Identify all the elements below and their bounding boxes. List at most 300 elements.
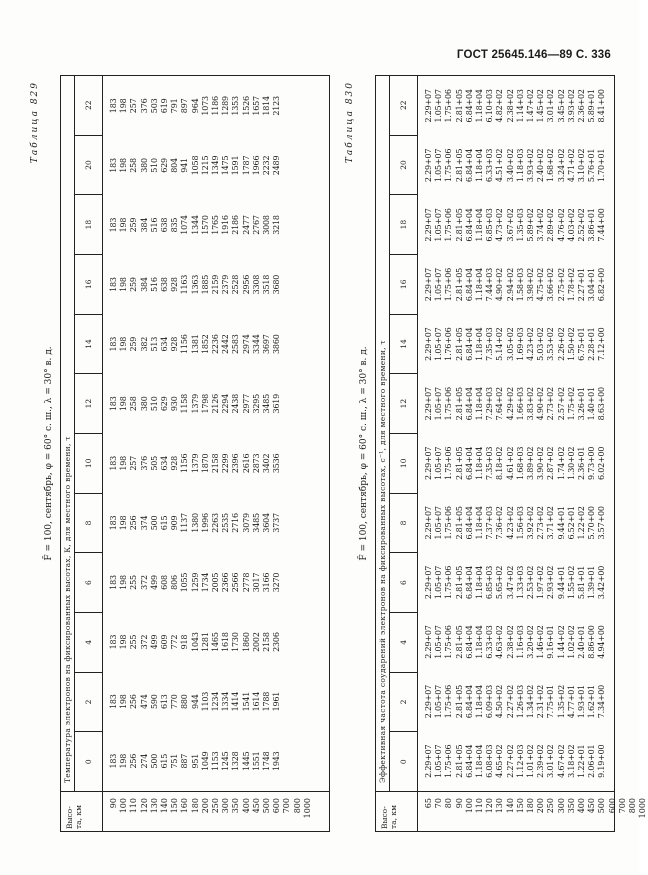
data-cell: 1.78+02 bbox=[566, 267, 576, 302]
data-cell: 944 bbox=[190, 694, 200, 709]
data-cell: 8.86+00 bbox=[587, 625, 597, 659]
data-cell: 3.74+02 bbox=[536, 208, 546, 242]
data-cell: 474 bbox=[139, 694, 149, 709]
data-cell: 3308 bbox=[251, 274, 261, 295]
data-cell: 3.90+02 bbox=[536, 446, 546, 480]
data-cell: 1885 bbox=[200, 274, 210, 295]
data-cell: 804 bbox=[170, 158, 180, 173]
data-cell: 4.63+02 bbox=[495, 625, 505, 659]
data-cell: 1943 bbox=[272, 751, 282, 771]
data-cell: 1.05+07 bbox=[434, 208, 444, 242]
data-cell: 7.34+00 bbox=[597, 684, 607, 719]
data-cell: 1.18+04 bbox=[475, 327, 485, 361]
table-829-data-column-10 bbox=[103, 434, 329, 494]
data-cell: 6.10+03 bbox=[485, 89, 495, 123]
table-829-time-col-16: 16 bbox=[75, 254, 102, 314]
data-cell: 3697 bbox=[262, 334, 272, 354]
table-830-data-column-4 bbox=[418, 612, 614, 672]
data-cell: 1966 bbox=[251, 155, 261, 176]
data-cell: 259 bbox=[129, 277, 139, 292]
data-cell: 3.93+02 bbox=[566, 89, 576, 123]
data-cell: 198 bbox=[119, 158, 129, 173]
data-cell: 183 bbox=[109, 336, 118, 352]
data-cell: 256 bbox=[129, 515, 139, 531]
data-cell: 1.05+07 bbox=[434, 89, 444, 123]
data-cell: 1.18+04 bbox=[475, 89, 485, 123]
data-cell: 183 bbox=[109, 694, 118, 709]
data-cell: 770 bbox=[170, 694, 180, 709]
data-cell: 1.45+02 bbox=[536, 89, 546, 123]
data-cell: 4.65+02 bbox=[495, 744, 505, 778]
data-cell: 8.41+00 bbox=[597, 89, 607, 123]
data-cell: 2.81+05 bbox=[454, 387, 464, 421]
data-cell: 1961 bbox=[272, 691, 282, 712]
data-cell: 619 bbox=[160, 98, 170, 114]
data-cell: 6.08+03 bbox=[485, 744, 495, 778]
data-cell: 1.30+02 bbox=[566, 446, 576, 480]
data-cell: 1.75+06 bbox=[444, 267, 454, 302]
data-cell: 806 bbox=[170, 575, 180, 590]
height-cell: 400 bbox=[577, 798, 587, 814]
height-cell: 250 bbox=[546, 798, 556, 814]
data-cell: 3.04+01 bbox=[587, 267, 597, 302]
data-cell: 2.29+07 bbox=[424, 327, 433, 361]
data-cell: 2.29+07 bbox=[424, 267, 433, 302]
data-cell: 3295 bbox=[251, 393, 261, 414]
data-cell: 1.40+01 bbox=[587, 387, 597, 421]
data-cell: 2.81+05 bbox=[454, 744, 464, 778]
table-829-grid bbox=[60, 75, 330, 832]
data-cell: 259 bbox=[129, 336, 139, 352]
data-cell: 198 bbox=[119, 217, 129, 233]
data-cell: 2.81+05 bbox=[454, 684, 464, 719]
data-cell: 255 bbox=[129, 634, 139, 650]
data-cell: 1.93+01 bbox=[577, 684, 587, 719]
data-cell: 4.23+02 bbox=[505, 506, 515, 540]
height-cell: 100 bbox=[119, 798, 129, 814]
data-cell: 2977 bbox=[241, 393, 251, 414]
data-cell: 1.26+03 bbox=[515, 684, 525, 719]
table-829-subheader: Температура электронов на фиксированных высотах, К, для местного времени, τ bbox=[61, 76, 75, 791]
data-cell: 5.70+00 bbox=[587, 506, 597, 540]
data-cell: 1.75+06 bbox=[444, 744, 454, 778]
data-cell: 1353 bbox=[231, 96, 241, 116]
data-cell: 5.03+02 bbox=[536, 327, 546, 361]
table-830-data-column-8 bbox=[418, 493, 614, 553]
page-header: ГОСТ 25645.146—89 С. 336 bbox=[456, 49, 611, 61]
data-cell: 7.37+03 bbox=[485, 506, 495, 540]
data-cell: 3737 bbox=[272, 513, 282, 533]
data-cell: 6.84+04 bbox=[464, 387, 474, 421]
data-cell: 1657 bbox=[251, 96, 261, 116]
data-cell: 1.01+02 bbox=[526, 744, 536, 778]
height-cell: 700 bbox=[282, 798, 292, 814]
data-cell: 2.40+02 bbox=[536, 148, 546, 183]
table-829-time-col-0: 0 bbox=[75, 731, 102, 791]
data-cell: 1787 bbox=[241, 155, 251, 176]
data-cell: 1186 bbox=[211, 96, 221, 116]
data-cell: 257 bbox=[129, 455, 139, 471]
data-cell: 638 bbox=[160, 217, 170, 233]
data-cell: 2299 bbox=[221, 453, 231, 474]
data-cell: 1379 bbox=[190, 393, 200, 414]
data-cell: 930 bbox=[170, 396, 180, 412]
table-830-data-column-20 bbox=[418, 136, 614, 196]
data-cell: 183 bbox=[109, 98, 118, 114]
table-830-time-col-16: 16 bbox=[390, 254, 417, 314]
data-cell: 2.27+01 bbox=[577, 267, 587, 302]
data-cell: 1.18+04 bbox=[475, 446, 485, 480]
data-cell: 2379 bbox=[221, 274, 231, 295]
data-cell: 1.18+04 bbox=[475, 684, 485, 719]
data-cell: 5.89+01 bbox=[587, 89, 597, 123]
table-830-data-column-18 bbox=[418, 195, 614, 255]
data-cell: 3344 bbox=[251, 334, 261, 354]
data-cell: 6.85+03 bbox=[485, 208, 495, 242]
data-cell: 613 bbox=[160, 694, 170, 709]
data-cell: 3518 bbox=[262, 274, 272, 295]
data-cell: 3218 bbox=[272, 215, 282, 235]
data-cell: 2.29+07 bbox=[424, 148, 433, 183]
height-cell: 120 bbox=[139, 798, 149, 814]
table-830-grid bbox=[375, 75, 648, 832]
data-cell: 4.23+02 bbox=[526, 327, 536, 361]
table-830-time-col-12: 12 bbox=[390, 373, 417, 433]
data-cell: 4.03+02 bbox=[566, 208, 576, 242]
data-cell: 3680 bbox=[272, 274, 282, 295]
data-cell: 1570 bbox=[200, 215, 210, 235]
data-cell: 198 bbox=[119, 396, 129, 412]
data-cell: 1380 bbox=[190, 513, 200, 533]
table-829-data-column-0 bbox=[103, 731, 329, 791]
data-cell: 3008 bbox=[262, 215, 272, 235]
height-cell: 90 bbox=[454, 798, 464, 809]
data-cell: 6.85+03 bbox=[485, 565, 495, 600]
data-cell: 1043 bbox=[190, 632, 200, 652]
data-cell: 1.75+06 bbox=[444, 506, 454, 540]
data-cell: 1.12+03 bbox=[515, 744, 525, 778]
data-cell: 1.74+02 bbox=[556, 446, 566, 480]
data-cell: 2.81+05 bbox=[454, 208, 464, 242]
data-cell: 6.84+04 bbox=[464, 208, 474, 242]
height-cell: 110 bbox=[129, 798, 139, 814]
data-cell: 1852 bbox=[200, 334, 210, 354]
data-cell: 3.40+02 bbox=[505, 148, 515, 183]
data-cell: 3017 bbox=[251, 572, 261, 593]
data-cell: 1765 bbox=[211, 215, 221, 235]
table-829-data-column-8 bbox=[103, 493, 329, 553]
data-cell: 3860 bbox=[272, 334, 282, 354]
data-cell: 1.56+03 bbox=[515, 506, 525, 540]
data-cell: 1.66+03 bbox=[515, 387, 525, 421]
table-830-data-column-0 bbox=[418, 731, 614, 791]
data-cell: 629 bbox=[160, 396, 170, 412]
data-cell: 6.84+04 bbox=[464, 327, 474, 361]
data-cell: 2.27+02 bbox=[505, 684, 515, 719]
table-830-time-header bbox=[390, 76, 418, 791]
data-cell: 1.16+03 bbox=[515, 625, 525, 659]
data-cell: 259 bbox=[129, 217, 139, 233]
table-830-data-column-2 bbox=[418, 672, 614, 732]
data-cell: 2.38+02 bbox=[505, 625, 515, 659]
data-cell: 516 bbox=[149, 277, 159, 292]
data-cell: 1.18+04 bbox=[475, 565, 485, 600]
data-cell: 2778 bbox=[241, 572, 251, 593]
data-cell: 1.75+02 bbox=[566, 387, 576, 421]
data-cell: 7.44+03 bbox=[485, 267, 495, 302]
data-cell: 1.46+02 bbox=[536, 625, 546, 659]
data-cell: 2.53+02 bbox=[526, 565, 536, 600]
data-cell: 590 bbox=[149, 694, 159, 709]
data-cell: 6.84+04 bbox=[464, 625, 474, 659]
data-cell: 1.02+02 bbox=[566, 625, 576, 659]
data-cell: 372 bbox=[139, 634, 149, 650]
data-cell: 255 bbox=[129, 575, 139, 590]
height-cell: 1000 bbox=[302, 798, 312, 819]
table-830-data-column-10 bbox=[418, 434, 614, 494]
data-cell: 2.81+05 bbox=[454, 446, 464, 480]
data-cell: 2123 bbox=[272, 96, 282, 116]
data-cell: 2396 bbox=[231, 453, 241, 474]
data-cell: 3.71+02 bbox=[546, 506, 556, 540]
data-cell: 1614 bbox=[251, 691, 261, 712]
data-cell: 964 bbox=[190, 98, 200, 114]
data-cell: 374 bbox=[139, 515, 149, 531]
data-cell: 2.75+02 bbox=[556, 267, 566, 302]
data-cell: 1.75+06 bbox=[444, 684, 454, 719]
table-829-data-column-16 bbox=[103, 255, 329, 315]
data-cell: 1916 bbox=[221, 215, 231, 235]
table-829-data-column-20 bbox=[103, 136, 329, 196]
data-cell: 1.75+06 bbox=[444, 208, 454, 242]
table-830-subheader: Эффективная частота соударений электронов на фиксированных высотах, с⁻¹, для местного времени, τ bbox=[376, 76, 390, 791]
data-cell: 1.18+04 bbox=[475, 744, 485, 778]
height-cell: 350 bbox=[231, 798, 241, 814]
data-cell: 198 bbox=[119, 455, 129, 471]
data-cell: 2158 bbox=[211, 453, 221, 474]
table-829-data-column-4 bbox=[103, 612, 329, 672]
data-cell: 1618 bbox=[221, 632, 231, 652]
data-cell: 7.44+00 bbox=[597, 208, 607, 242]
table-829-time-col-8: 8 bbox=[75, 493, 102, 553]
data-cell: 6.52+01 bbox=[566, 506, 576, 540]
height-cell: 300 bbox=[221, 798, 231, 814]
height-cell: 1000 bbox=[638, 798, 648, 819]
data-cell: 1.05+07 bbox=[434, 148, 444, 183]
data-cell: 2159 bbox=[211, 274, 221, 295]
data-cell: 634 bbox=[160, 455, 170, 471]
data-cell: 2186 bbox=[231, 215, 241, 235]
data-cell: 751 bbox=[170, 753, 180, 769]
data-cell: 1.58+03 bbox=[515, 267, 525, 302]
data-cell: 1.75+06 bbox=[444, 446, 454, 480]
data-cell: 3.98+02 bbox=[526, 267, 536, 302]
data-cell: 2.81+05 bbox=[454, 565, 464, 600]
data-cell: 7.29+03 bbox=[485, 387, 495, 421]
data-cell: 1870 bbox=[200, 453, 210, 474]
data-cell: 897 bbox=[180, 98, 190, 114]
data-cell: 6.33+03 bbox=[485, 625, 495, 659]
table-830-block bbox=[345, 75, 648, 832]
data-cell: 1.18+04 bbox=[475, 267, 485, 302]
data-cell: 2477 bbox=[241, 215, 251, 235]
data-cell: 1.18+04 bbox=[475, 625, 485, 659]
data-cell: 7.64+02 bbox=[495, 387, 505, 421]
data-cell: 2002 bbox=[251, 632, 261, 652]
data-cell: 2158 bbox=[262, 632, 272, 652]
data-cell: 7.35+03 bbox=[485, 446, 495, 480]
data-cell: 499 bbox=[149, 634, 159, 650]
table-830-time-col-2: 2 bbox=[390, 672, 417, 732]
data-cell: 1748 bbox=[262, 751, 272, 771]
data-cell: 380 bbox=[139, 158, 149, 173]
data-cell: 2.40+01 bbox=[577, 625, 587, 659]
data-cell: 4.76+02 bbox=[556, 208, 566, 242]
data-cell: 6.84+04 bbox=[464, 267, 474, 302]
data-cell: 1344 bbox=[190, 215, 200, 235]
table-830-heights-column bbox=[418, 791, 648, 831]
data-cell: 3.66+02 bbox=[546, 267, 556, 302]
data-cell: 2294 bbox=[221, 393, 231, 414]
table-829-heights-column bbox=[103, 791, 329, 831]
height-cell: 140 bbox=[505, 798, 515, 814]
data-cell: 2873 bbox=[251, 453, 261, 474]
data-cell: 3.45+02 bbox=[556, 89, 566, 123]
height-cell: 200 bbox=[200, 798, 210, 814]
height-cell: 180 bbox=[526, 798, 536, 814]
data-cell: 1163 bbox=[180, 274, 190, 295]
height-cell: 500 bbox=[597, 798, 607, 814]
data-cell: 928 bbox=[170, 455, 180, 471]
height-cell: 150 bbox=[170, 798, 180, 814]
height-cell: 600 bbox=[272, 798, 282, 814]
data-cell: 2616 bbox=[241, 453, 251, 474]
data-cell: 2.27+02 bbox=[505, 744, 515, 778]
data-cell: 5.76+01 bbox=[587, 148, 597, 183]
data-cell: 2.26+02 bbox=[556, 327, 566, 361]
data-cell: 1814 bbox=[262, 96, 272, 116]
data-cell: 3.53+02 bbox=[546, 327, 556, 361]
data-cell: 510 bbox=[149, 396, 159, 412]
data-cell: 1349 bbox=[211, 155, 221, 176]
data-cell: 2232 bbox=[262, 155, 272, 176]
data-cell: 516 bbox=[149, 217, 159, 233]
data-cell: 3402 bbox=[262, 453, 272, 474]
data-cell: 380 bbox=[139, 396, 149, 412]
data-cell: 3485 bbox=[262, 393, 272, 414]
table-830-data-column-12 bbox=[418, 374, 614, 434]
data-cell: 183 bbox=[109, 217, 118, 233]
table-829-time-header bbox=[75, 76, 103, 791]
data-cell: 1.75+06 bbox=[444, 89, 454, 123]
data-cell: 5.65+02 bbox=[495, 565, 505, 600]
data-cell: 198 bbox=[119, 98, 129, 114]
height-cell: 110 bbox=[475, 798, 485, 814]
height-cell: 600 bbox=[607, 798, 617, 814]
data-cell: 1526 bbox=[241, 96, 251, 116]
data-cell: 3.01+02 bbox=[546, 744, 556, 778]
data-cell: 928 bbox=[170, 277, 180, 292]
data-cell: 1215 bbox=[200, 155, 210, 176]
table-830-label: Таблица 830 bbox=[345, 81, 355, 164]
height-cell: 65 bbox=[424, 798, 433, 809]
data-cell: 2.93+02 bbox=[546, 565, 556, 600]
height-cell: 150 bbox=[515, 798, 525, 814]
data-cell: 1.33+03 bbox=[515, 565, 525, 600]
data-cell: 2.29+07 bbox=[424, 565, 433, 600]
data-cell: 5.89+02 bbox=[526, 208, 536, 242]
data-cell: 3.20+02 bbox=[526, 625, 536, 659]
data-cell: 2.73+02 bbox=[536, 506, 546, 540]
data-cell: 9.16+01 bbox=[546, 625, 556, 659]
data-cell: 1.39+01 bbox=[587, 565, 597, 600]
data-cell: 1158 bbox=[180, 393, 190, 414]
data-cell: 384 bbox=[139, 277, 149, 292]
data-cell: 1363 bbox=[190, 274, 200, 295]
data-cell: 2535 bbox=[221, 513, 231, 533]
data-cell: 4.50+02 bbox=[495, 684, 505, 719]
table-829-data-column-22 bbox=[103, 76, 329, 136]
data-cell: 382 bbox=[139, 336, 149, 352]
height-cell: 180 bbox=[190, 798, 200, 814]
height-cell: 140 bbox=[160, 798, 170, 814]
data-cell: 2.29+07 bbox=[424, 89, 433, 123]
data-cell: 1058 bbox=[190, 155, 200, 176]
data-cell: 4.94+00 bbox=[597, 625, 607, 659]
data-cell: 6.84+04 bbox=[464, 89, 474, 123]
data-cell: 3.18+02 bbox=[566, 744, 576, 778]
data-cell: 2442 bbox=[221, 334, 231, 354]
data-cell: 3.47+02 bbox=[505, 565, 515, 600]
data-cell: 384 bbox=[139, 217, 149, 233]
data-cell: 1334 bbox=[221, 691, 231, 712]
data-cell: 1.05+07 bbox=[434, 625, 444, 659]
data-cell: 2.81+05 bbox=[454, 89, 464, 123]
table-829-data-column-2 bbox=[103, 672, 329, 732]
data-cell: 1103 bbox=[200, 691, 210, 712]
table-830-time-col-18: 18 bbox=[390, 194, 417, 254]
data-cell: 2.39+02 bbox=[536, 744, 546, 778]
data-cell: 1.35+02 bbox=[556, 684, 566, 719]
data-cell: 1465 bbox=[211, 632, 221, 652]
data-cell: 1055 bbox=[180, 572, 190, 593]
data-cell: 2.29+07 bbox=[424, 744, 433, 778]
table-830-title: F̄ = 100, сентябрь, φ = 60° с. ш., λ = 30° в. д. bbox=[359, 346, 369, 561]
data-cell: 1.68+03 bbox=[515, 446, 525, 480]
data-cell: 2.06+01 bbox=[587, 744, 597, 778]
data-cell: 256 bbox=[129, 753, 139, 769]
height-cell: 800 bbox=[628, 798, 638, 814]
height-cell: 250 bbox=[211, 798, 221, 814]
data-cell: 1.05+07 bbox=[434, 267, 444, 302]
table-830-data-column-16 bbox=[418, 255, 614, 315]
table-829-time-col-2: 2 bbox=[75, 672, 102, 732]
data-cell: 198 bbox=[119, 753, 129, 769]
data-cell: 183 bbox=[109, 515, 118, 531]
data-cell: 4.71+02 bbox=[566, 148, 576, 183]
data-cell: 513 bbox=[149, 336, 159, 352]
data-cell: 1.70+01 bbox=[597, 148, 607, 183]
data-cell: 500 bbox=[149, 515, 159, 531]
data-cell: 1381 bbox=[190, 334, 200, 354]
data-cell: 1414 bbox=[231, 691, 241, 712]
height-cell: 400 bbox=[241, 798, 251, 814]
table-830-height-header: Высо- та, км bbox=[376, 791, 418, 831]
height-cell: 500 bbox=[262, 798, 272, 814]
data-cell: 2.29+07 bbox=[424, 506, 433, 540]
table-830-data-column-14 bbox=[418, 314, 614, 374]
data-cell: 4.51+02 bbox=[495, 148, 505, 183]
